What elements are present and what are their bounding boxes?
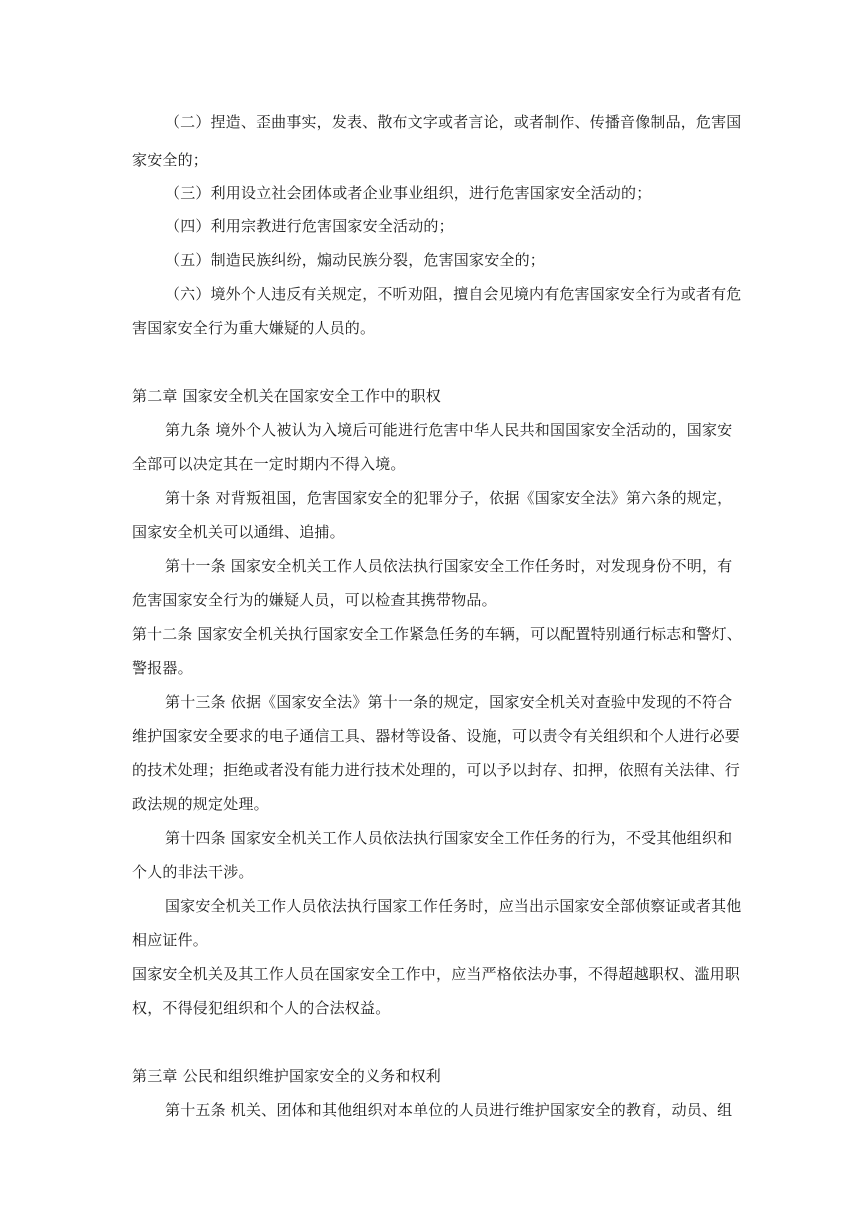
article-14-para-2-line-2: 相应证件。 <box>132 931 209 949</box>
article-14-para-3-line-1: 国家安全机关及其工作人员在国家安全工作中，应当严格依法办事，不得超越职权、滥用职 <box>132 965 741 983</box>
article-14-para-3-line-2: 权，不得侵犯组织和个人的合法权益。 <box>132 999 391 1017</box>
article-13-line-1: 第十三条 依据《国家安全法》第十一条的规定，国家安全机关对查验中发现的不符合 <box>165 693 733 711</box>
article-13-line-3: 的技术处理；拒绝或者没有能力进行技术处理的，可以予以封存、扣押，依照有关法律、行 <box>132 761 741 779</box>
article-14-line-1: 第十四条 国家安全机关工作人员依法执行国家安全工作任务的行为，不受其他组织和 <box>165 829 733 847</box>
chapter-3-heading: 第三章 公民和组织维护国家安全的义务和权利 <box>132 1067 441 1085</box>
article-13-line-2: 维护国家安全要求的电子通信工具、器材等设备、设施，可以责令有关组织和个人进行必要 <box>132 727 741 745</box>
article-11-line-2: 危害国家安全行为的嫌疑人员，可以检查其携带物品。 <box>132 591 497 609</box>
article-9-line-1: 第九条 境外个人被认为入境后可能进行危害中华人民共和国国家安全活动的，国家安 <box>165 421 733 439</box>
article-12-line-1: 第十二条 国家安全机关执行国家安全工作紧急任务的车辆，可以配置特别通行标志和警灯、 <box>132 625 742 643</box>
clause-6-line-1: （六）境外个人违反有关规定，不听劝阻，擅自会见境内有危害国家安全行为或者有危 <box>165 285 742 303</box>
clause-4-line: （四）利用宗教进行危害国家安全活动的； <box>165 217 454 235</box>
article-9-line-2: 全部可以决定其在一定时期内不得入境。 <box>132 455 406 473</box>
article-14-para-2-line-1: 国家安全机关工作人员依法执行国家工作任务时，应当出示国家安全部侦察证或者其他 <box>165 897 742 915</box>
article-10-line-2: 国家安全机关可以通缉、追捕。 <box>132 523 345 541</box>
clause-3-line: （三）利用设立社会团体或者企业事业组织，进行危害国家安全活动的； <box>165 184 652 202</box>
clause-6-line-2: 害国家安全行为重大嫌疑的人员的。 <box>132 319 376 337</box>
article-13-line-4: 政法规的规定处理。 <box>132 795 269 813</box>
clause-2-line-1: （二）捏造、歪曲事实，发表、散布文字或者言论，或者制作、传播音像制品，危害国 <box>165 113 742 131</box>
article-14-line-2: 个人的非法干涉。 <box>132 863 254 881</box>
article-12-line-2: 警报器。 <box>132 659 193 677</box>
clause-5-line: （五）制造民族纠纷，煽动民族分裂，危害国家安全的； <box>165 251 546 269</box>
article-11-line-1: 第十一条 国家安全机关工作人员依法执行国家安全工作任务时，对发现身份不明，有 <box>165 557 733 575</box>
clause-2-line-2: 家安全的； <box>132 151 209 169</box>
article-10-line-1: 第十条 对背叛祖国，危害国家安全的犯罪分子，依据《国家安全法》第六条的规定， <box>165 489 733 507</box>
chapter-2-heading: 第二章 国家安全机关在国家安全工作中的职权 <box>132 387 441 405</box>
article-15-line-1: 第十五条 机关、团体和其他组织对本单位的人员进行维护国家安全的教育，动员、组 <box>165 1101 733 1119</box>
